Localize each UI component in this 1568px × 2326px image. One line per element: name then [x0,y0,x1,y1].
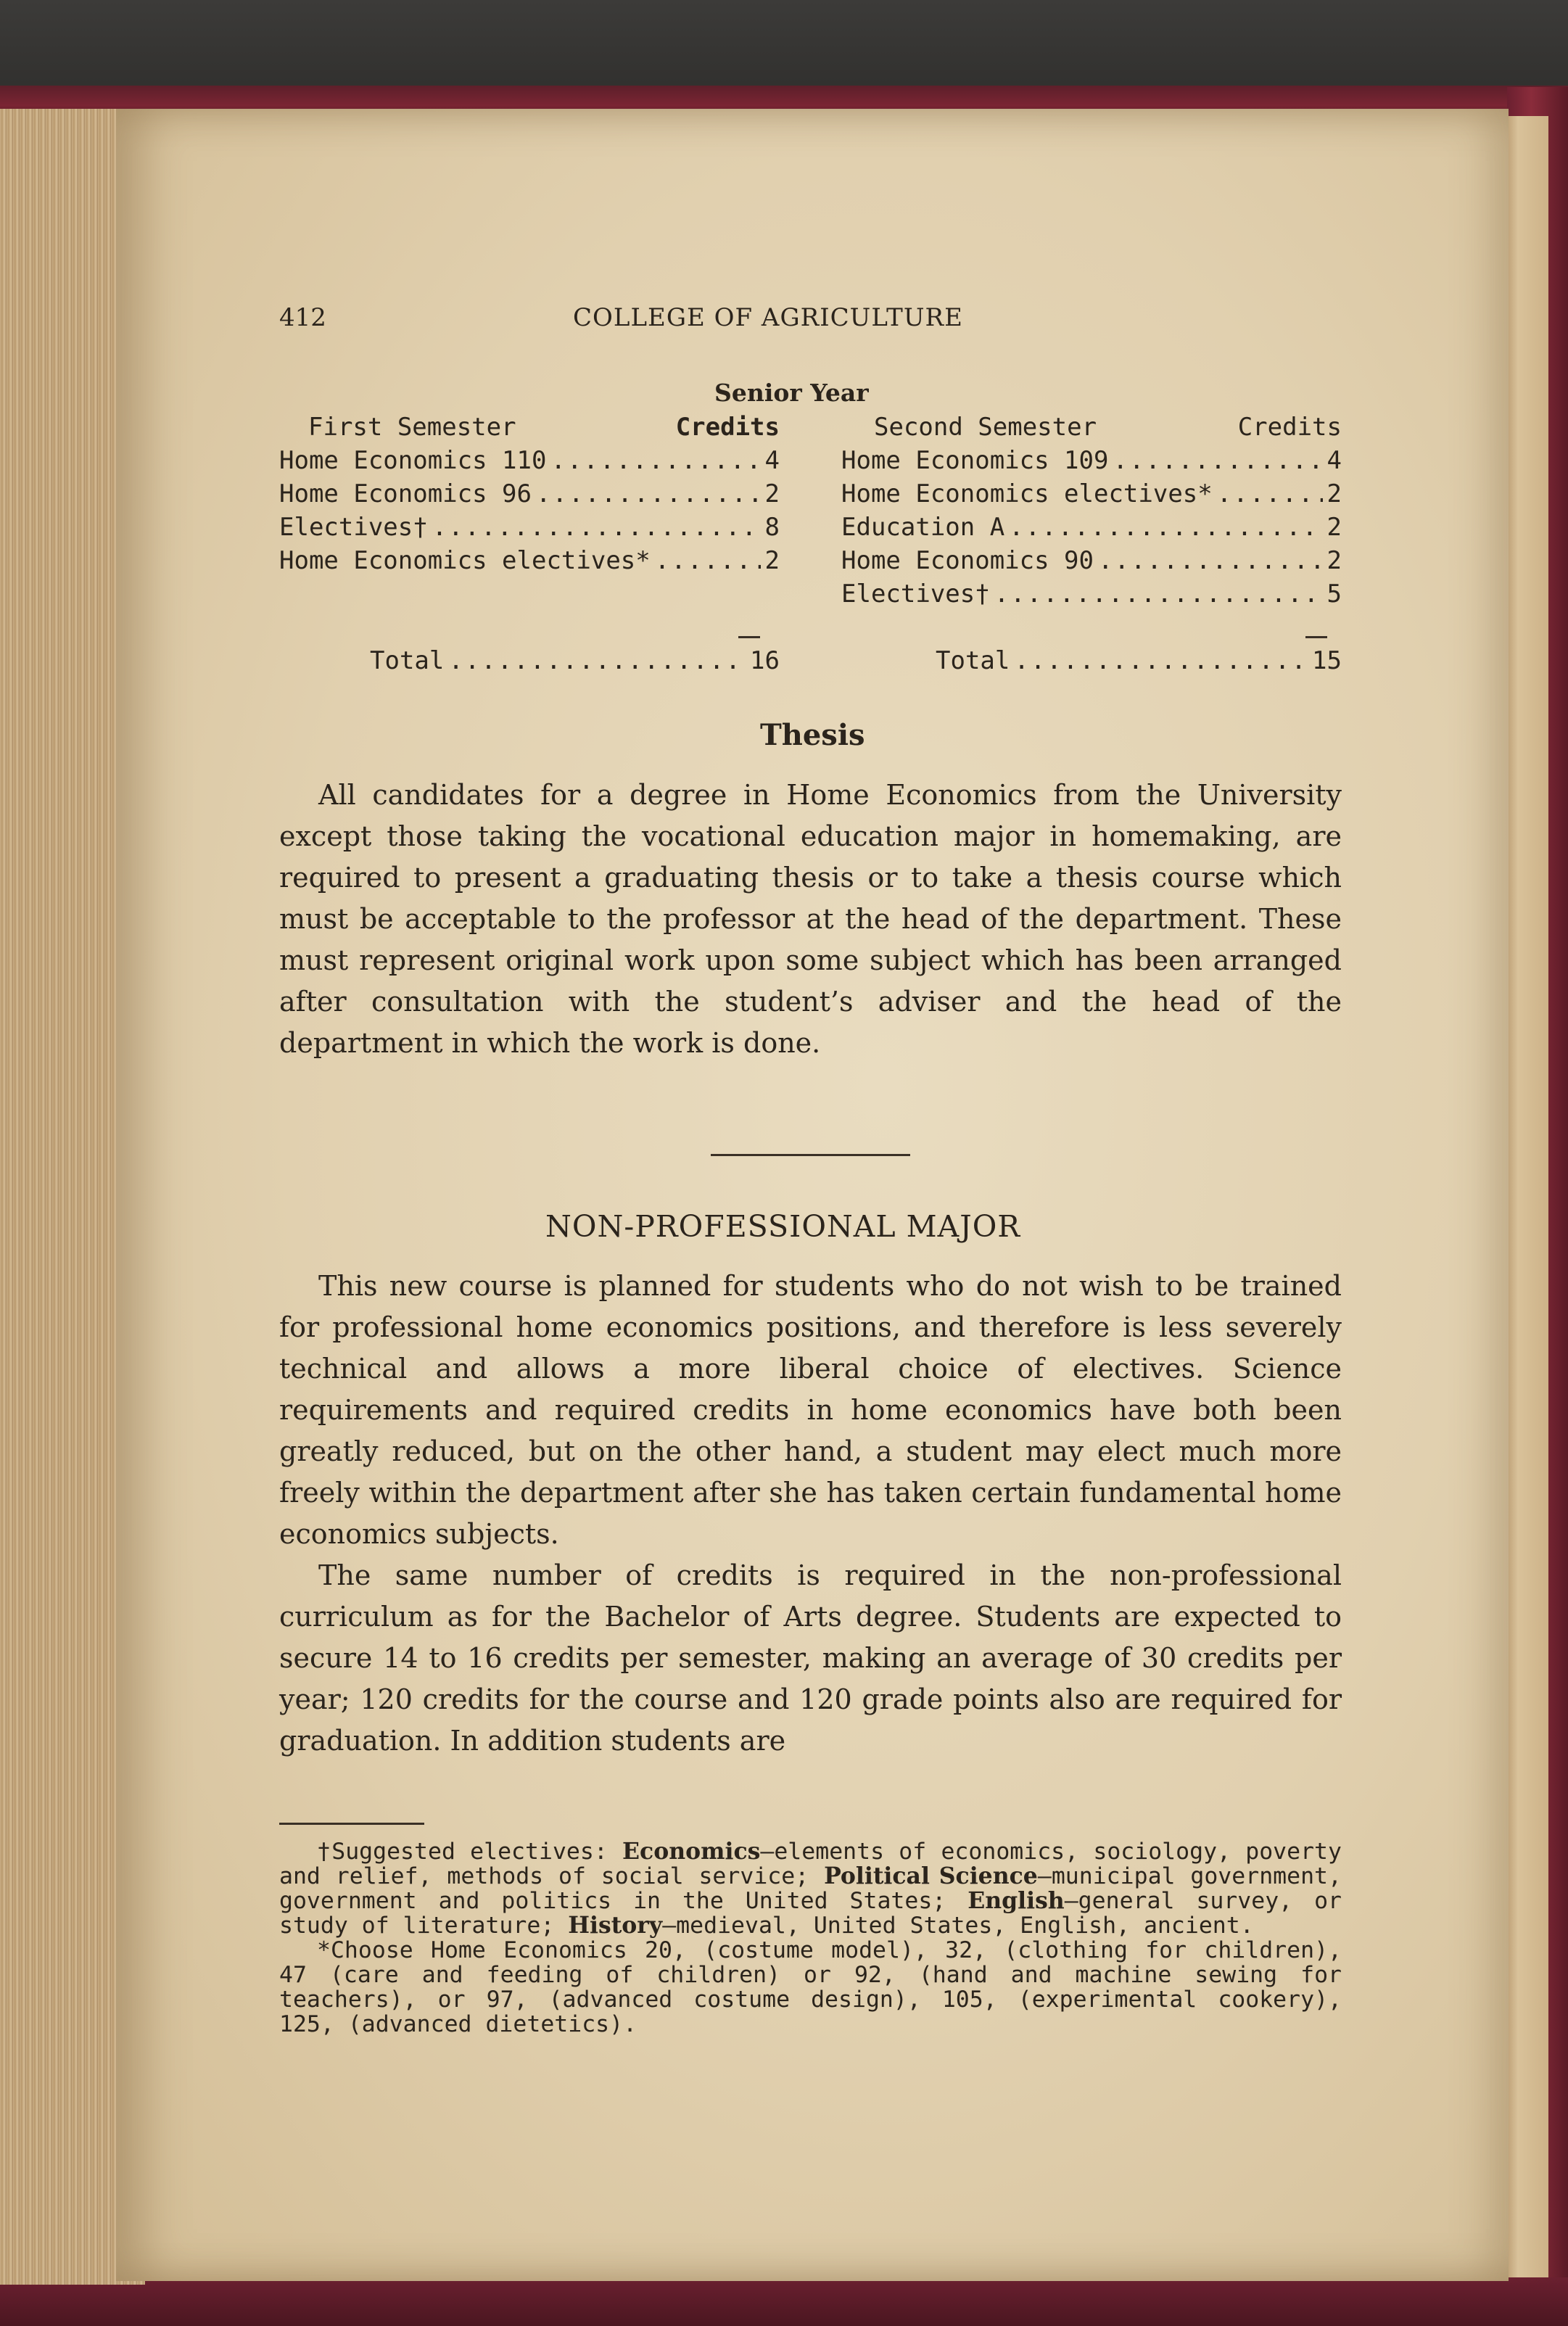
footnote-history-label: History [568,1912,663,1939]
first-semester-table [279,411,780,577]
footnote-political-text: —municipal government, government and politics in the United States; [279,1863,1342,1914]
dot-leader [448,644,746,677]
dot-leader [1014,644,1308,677]
course-credits: 8 [764,513,780,542]
table-row [841,511,1342,544]
second-semester-table [841,411,1342,611]
table-row [279,444,780,477]
course-credits: 4 [1326,446,1342,475]
course-credits: 2 [1326,513,1342,542]
course-name: Education A [841,513,1005,542]
dot-leader [655,544,761,577]
course-credits: 2 [1326,479,1342,508]
first-semester-credits-heading: Credits [675,413,780,442]
footnote-english-text: —general survey, or study of literature; [279,1888,1342,1939]
table-row [279,544,780,577]
first-semester-heading: First Semester [308,413,516,442]
thesis-text: All candidates for a degree in Home Economics from the University except those taking the vocational education major in homemaking, are required to present a graduating thesis or to take a thesis course which must be acceptable to the professor at the head of the department. These must represent original work upon some subject which has been arranged after consultation with the student’s adviser and the head of the department in which the work is done. [279,779,1342,1059]
footnote-economics-label: Economics [622,1838,761,1865]
second-semester-heading: Second Semester [874,413,1097,442]
star-footnote: *Choose Home Economics 20, (costume model), 32, (clothing for children), 47 (care and feeding of children) or 92, (hand and machine sewing for teachers), or 97, (advanced costume design), 105, (experimental cookery), 125, (advanced dietetics). [279,1937,1342,2037]
course-name: Home Economics 109 [841,446,1109,475]
course-name: Home Economics electives* [279,546,651,575]
footnotes [279,1839,1342,2037]
dot-leader [1113,444,1322,477]
table-row [841,444,1342,477]
course-name: Home Economics 90 [841,546,1094,575]
course-credits: 2 [1326,546,1342,575]
total-label: Total [370,646,445,675]
course-name: Electives† [279,513,428,542]
course-name: Electives† [841,580,990,609]
non-professional-para1: This new course is planned for students who do not wish to be trained for professional home economics positions, and therefore is less severely technical and allows a more liberal choice of electives. Science requirements and required credits in home economics have both been greatly reduced, but on the other hand, a student may elect much more freely within the department after she has taken certain fundamental home economics subjects. [279,1270,1342,1550]
dot-leader [550,444,760,477]
course-name: Home Economics 110 [279,446,547,475]
table-row [841,544,1342,577]
dot-leader [994,577,1323,611]
dot-leader [1098,544,1323,577]
total-value: 15 [1312,646,1342,675]
dagger-footnote [279,1839,1342,1938]
dot-leader [536,477,761,511]
table-row [841,477,1342,511]
footnote-rule [279,1823,424,1825]
course-credits: 2 [764,546,780,575]
second-semester-credits-heading: Credits [1237,413,1342,442]
dot-leader [432,511,761,544]
dot-leader [1217,477,1323,511]
thesis-paragraph [279,775,1342,1064]
non-professional-body [279,1266,1342,1762]
course-credits: 2 [764,479,780,508]
table-row [279,511,780,544]
page-number: 412 [279,303,326,332]
table-row [279,477,780,511]
thesis-heading: Thesis [760,718,865,752]
course-name: Home Economics electives* [841,479,1213,508]
non-professional-heading: NON-PROFESSIONAL MAJOR [545,1209,1021,1244]
total-value: 16 [750,646,780,675]
section-divider [711,1154,910,1156]
course-credits: 5 [1326,580,1342,609]
running-title: COLLEGE OF AGRICULTURE [573,303,963,332]
course-credits: 4 [764,446,780,475]
total-label: Total [936,646,1010,675]
footnote-history-text: —medieval, United States, English, ancient. [662,1913,1254,1939]
first-semester-header [279,411,780,444]
non-professional-para2: The same number of credits is required in the non-professional curriculum as for the Bachelor of Arts degree. Students are expected to secure 14 to 16 credits per semester, making an average of 30 credits per year; 120 credits for the course and 120 grade points also are required for graduation. In addition students are [279,1559,1342,1757]
footnote-english-label: English [967,1887,1065,1914]
second-semester-total [936,644,1342,677]
second-semester-header [841,411,1342,444]
footnote-economics-text: —elements of economics, sociology, poverty and relief, methods of social service; [279,1839,1342,1889]
course-name: Home Economics 96 [279,479,532,508]
footnote-prefix: †Suggested electives: [317,1839,623,1865]
table-row [841,577,1342,611]
book-cover-bottom [0,2277,1568,2326]
dot-leader [1009,511,1322,544]
total-rule-left [738,636,760,638]
facing-page-edge [1505,116,1548,2277]
footnote-political-label: Political Science [824,1863,1038,1889]
total-rule-right [1305,636,1327,638]
first-semester-total [370,644,780,677]
senior-year-title: Senior Year [714,379,869,407]
